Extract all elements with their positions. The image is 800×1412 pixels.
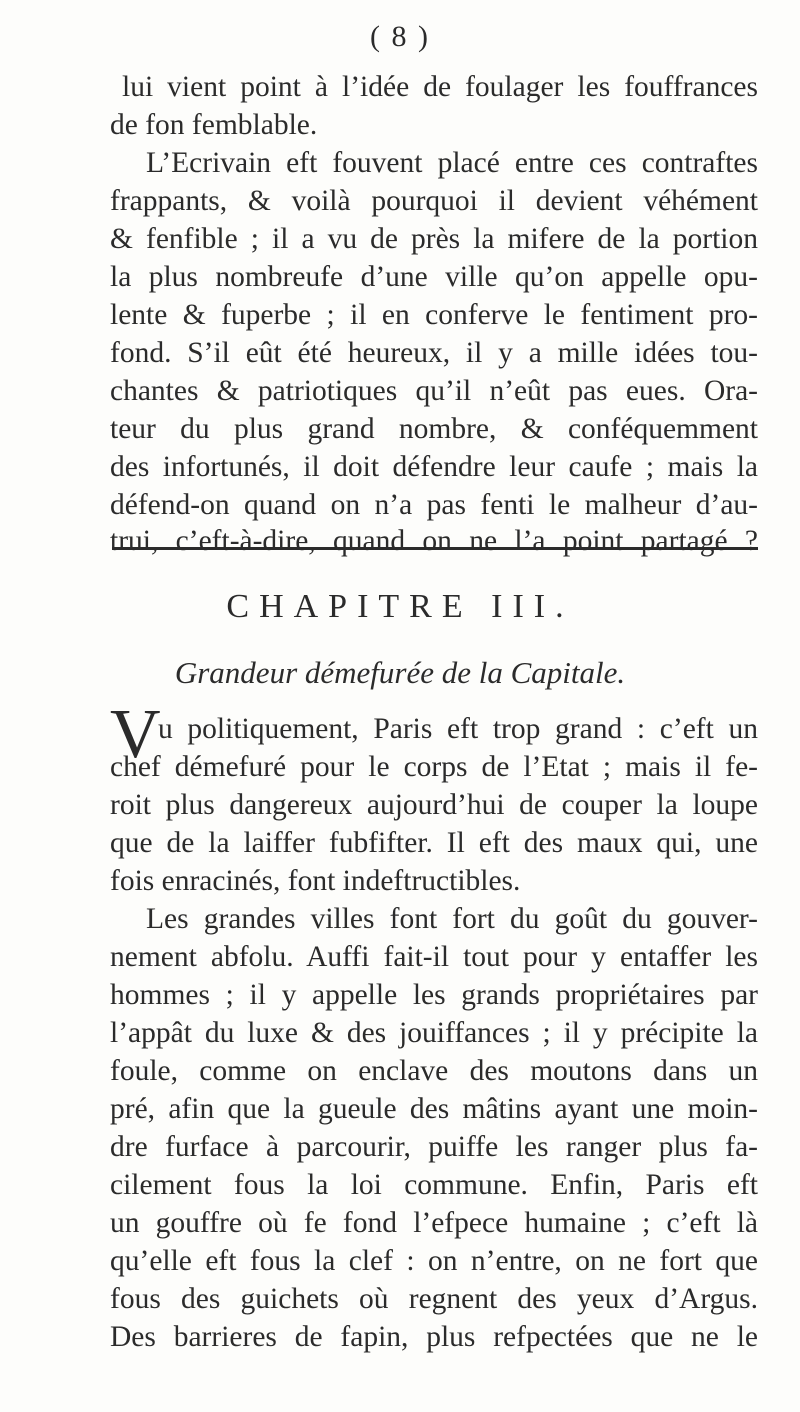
text-line: de fon femblable. — [110, 109, 318, 141]
text-line: pré, afin que la gueule des mâtins ayant une moin- — [110, 1093, 758, 1125]
text-line: la plus nombreufe d’une ville qu’on appelle opu- — [110, 261, 758, 293]
text-line: chef démefuré pour le corps de l’Etat ; mais il fe- — [110, 751, 758, 783]
text-line: L’Ecrivain eft fouvent placé entre ces contraftes — [146, 147, 758, 179]
text-line: dre furface à parcourir, puiffe les ranger plus fa- — [110, 1131, 758, 1163]
section-divider — [112, 547, 758, 550]
text-line: & fenfible ; il a vu de près la mifere de la portion — [110, 223, 758, 255]
text-line: u politiquement, Paris eft trop grand : c’eft un — [158, 713, 758, 745]
drop-cap: V — [110, 696, 161, 773]
text-line: l’appât du luxe & des jouiffances ; il y précipite la — [110, 1017, 758, 1049]
text-line: lui vient point à l’idée de foulager les fouffrances — [122, 71, 758, 103]
text-line: lente & fuperbe ; il en conferve le fentiment pro- — [110, 299, 758, 331]
text-line: chantes & patriotiques qu’il n’eût pas eues. Ora- — [110, 375, 758, 407]
text-line: fond. S’il eût été heureux, il y a mille idées tou- — [110, 337, 758, 369]
text-line: cilement fous la loi commune. Enfin, Paris eft — [110, 1169, 758, 1201]
text-line: fous des guichets où regnent des yeux d’Argus. — [110, 1283, 758, 1315]
text-line: qu’elle eft fous la clef : on n’entre, on ne fort que — [110, 1245, 758, 1277]
text-line: Les grandes villes font fort du goût du gouver- — [146, 903, 758, 935]
text-line: nement abfolu. Auffi fait-il tout pour y entaffer les — [110, 941, 758, 973]
text-line: défend-on quand on n’a pas fenti le malheur d’au- — [110, 489, 758, 521]
page-number: ( 8 ) — [370, 20, 430, 53]
text-line: que de la laiffer fubfifter. Il eft des maux qui, une — [110, 827, 758, 859]
chapter-heading: CHAPITRE III. — [226, 588, 574, 625]
text-line: foule, comme on enclave des moutons dans un — [110, 1055, 758, 1087]
text-line: un gouffre où fe fond l’efpece humaine ; c’eft là — [110, 1207, 758, 1239]
text-line: trui, c’eft-à-dire, quand on ne l’a point partagé ? — [110, 525, 758, 557]
text-line: Des barrieres de fapin, plus refpectées que ne le — [110, 1321, 758, 1353]
text-line: hommes ; il y appelle les grands propriétaires par — [110, 979, 758, 1011]
text-line: frappants, & voilà pourquoi il devient véhément — [110, 185, 758, 217]
chapter-title: Grandeur démefurée de la Capitale. — [174, 655, 626, 690]
text-line: roit plus dangereux aujourd’hui de couper la loupe — [110, 789, 758, 821]
text-line: fois enracinés, font indeftructibles. — [110, 865, 521, 897]
text-line: des infortunés, il doit défendre leur caufe ; mais la — [110, 451, 758, 483]
text-line: teur du plus grand nombre, & conféquemment — [110, 413, 758, 445]
